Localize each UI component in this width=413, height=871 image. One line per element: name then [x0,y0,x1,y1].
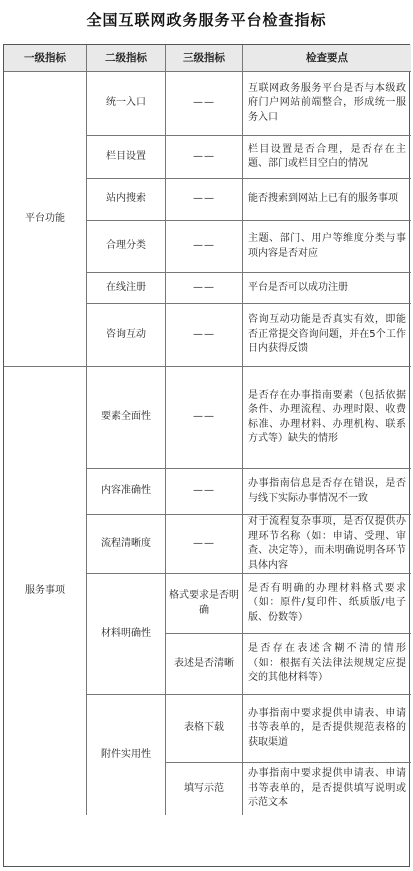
check-point-cell [243,634,411,695]
header-check-points: 检查要点 [243,45,411,72]
level3-cell: —— [166,179,243,221]
check-point-cell [243,273,411,304]
group-service-items: 服务事项 [4,367,87,815]
check-point-cell [243,763,411,815]
level3-cell: —— [166,469,243,515]
check-point-text: 平台是否可以成功注册 [248,281,348,293]
level2-cell: 内容准确性 [87,469,166,515]
level3-cell: —— [166,221,243,273]
level3-cell: 格式要求是否明确 [166,574,243,634]
header-level1: 一级指标 [4,45,87,72]
check-point-text: 主题、部门、用户等维度分类与事项内容是否对应 [248,233,406,259]
check-point-text: 是否有明确的办理材料格式要求（如：原件/复印件、纸质版/电子版、份数等） [248,582,406,623]
header-level3: 三级指标 [166,45,243,72]
level2-cell: 要素全面性 [87,367,166,469]
check-point-text: 办事指南中要求提供申请表、申请书等表单的，是否提供规范表格的获取渠道 [248,707,406,748]
level3-cell: —— [166,304,243,367]
level2-cell: 合理分类 [87,221,166,273]
level3-cell: —— [166,72,243,136]
check-point-text: 咨询互动功能是否真实有效，即能否正常提交咨询问题，并在5个工作日内获得反馈 [248,314,406,355]
check-point-text: 对于流程复杂事项，是否仅提供办理环节名称（如：申请、受理、审查、决定等），而未明确说明各环节具体内容 [248,516,406,571]
level3-cell: —— [166,367,243,469]
check-point-cell [243,304,411,367]
check-point-cell [243,179,411,221]
check-point-text: 办事指南信息是否存在错误，是否与线下实际办事情况不一致 [248,478,406,504]
check-point-cell [243,574,411,634]
page-title: 全国互联网政务服务平台检查指标 [86,10,327,29]
check-point-text: 是否存在办事指南要素（包括依据条件、办理流程、办理时限、收费标准、办理材料、办理机构、联系方式等）缺失的情形 [248,389,406,444]
level2-cell: 统一入口 [87,72,166,136]
header-level2: 二级指标 [87,45,166,72]
level3-cell: —— [166,273,243,304]
level2-cell-attachment-usability: 附件实用性 [87,695,166,815]
level2-cell: 栏目设置 [87,136,166,179]
check-point-cell [243,221,411,273]
check-point-text: 办事指南中要求提供申请表、申请书等表单的，是否提供填写说明或示范文本 [248,768,406,809]
check-point-cell [243,367,411,469]
level2-cell-material-clarity: 材料明确性 [87,574,166,695]
level3-cell: 表述是否清晰 [166,634,243,695]
check-point-text: 是否存在表述含糊不清的情形（如：根据有关法律法规规定应提交的其他材料等） [248,643,406,684]
check-point-cell [243,695,411,763]
level2-cell: 站内搜索 [87,179,166,221]
check-point-text: 互联网政务服务平台是否与本级政府门户网站前端整合，形成统一服务入口 [248,82,406,123]
check-point-cell [243,72,411,136]
check-point-text: 栏目设置是否合理，是否存在主题、部门或栏目空白的情况 [248,143,406,169]
level3-cell: —— [166,515,243,574]
check-point-cell [243,136,411,179]
check-point-cell [243,515,411,574]
group-platform-function: 平台功能 [4,72,87,367]
level2-cell: 咨询互动 [87,304,166,367]
check-point-text: 能否搜索到网站上已有的服务事项 [248,193,398,205]
level2-cell: 流程清晰度 [87,515,166,574]
level3-cell: —— [166,136,243,179]
level3-cell: 填写示范 [166,763,243,815]
check-point-cell [243,469,411,515]
indicator-table [3,44,410,867]
level2-cell: 在线注册 [87,273,166,304]
level3-cell: 表格下载 [166,695,243,763]
